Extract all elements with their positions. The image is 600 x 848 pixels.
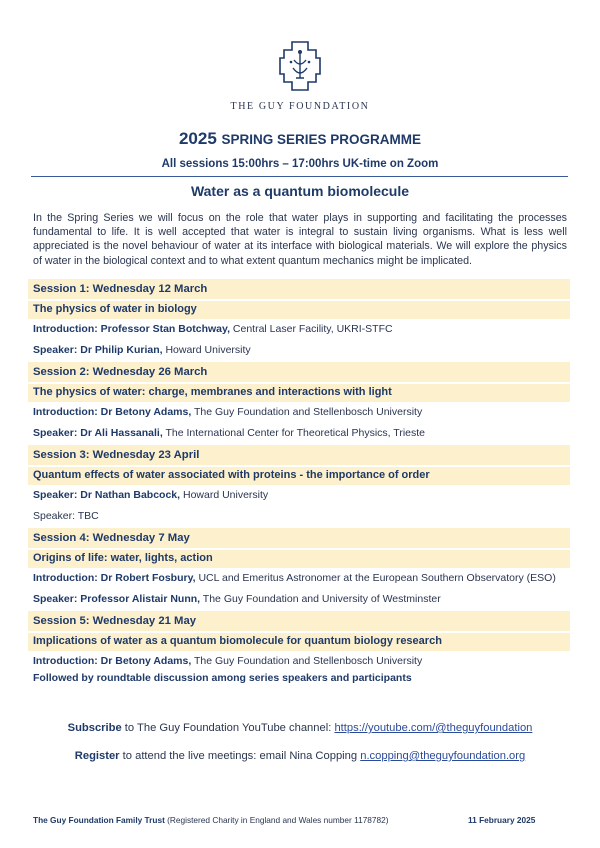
session-intro-line: Introduction: Dr Betony Adams, The Guy Foundation and Stellenbosch University	[33, 406, 423, 418]
footer-charity: The Guy Foundation Family Trust (Registered Charity in England and Wales number 1178782)	[33, 815, 389, 825]
session-heading: Session 3: Wednesday 23 April	[28, 445, 570, 465]
session-times: All sessions 15:00hrs – 17:00hrs UK-time on Zoom	[161, 158, 439, 170]
title-text: SPRING SERIES PROGRAMME	[221, 132, 422, 147]
session-speaker-line: Speaker: Professor Alistair Nunn, The Guy Foundation and University of Westminster	[33, 593, 441, 605]
register-label: Register	[74, 750, 120, 762]
session-speaker-line: Speaker: TBC	[33, 510, 99, 522]
session-4	[28, 528, 570, 608]
session-topic: The physics of water in biology	[28, 301, 570, 319]
roundtable-line: Followed by roundtable discussion among series speakers and participants	[33, 672, 412, 684]
session-speaker-line: Speaker: Dr Nathan Babcock, Howard University	[33, 489, 269, 501]
session-intro-line: Introduction: Dr Betony Adams, The Guy Foundation and Stellenbosch University	[33, 655, 423, 667]
subscribe-line: Subscribe to The Guy Foundation YouTube channel: https://youtube.com/@theguyfoundation	[67, 722, 533, 734]
session-heading: Session 4: Wednesday 7 May	[28, 528, 570, 548]
email-link[interactable]: n.copping@theguyfoundation.org	[360, 750, 526, 762]
session-heading: Session 1: Wednesday 12 March	[28, 279, 570, 299]
youtube-link[interactable]: https://youtube.com/@theguyfoundation	[334, 722, 533, 734]
divider	[31, 176, 568, 177]
intro-paragraph: In the Spring Series we will focus on the role that water plays in supporting and facilitating the processes fundamental to life. It is well accepted that water is integral to sustain living organisms. What is less well appreciated is the novel behaviour of water at its interface with biological materials. We will explore the physics of water in the biological context and to what extent quantum mechanics might be implicated.	[33, 212, 567, 267]
session-intro-line: Introduction: Professor Stan Botchway, Central Laser Facility, UKRI-STFC	[33, 323, 393, 335]
session-topic: Implications of water as a quantum biomolecule for quantum biology research	[28, 633, 570, 651]
session-topic: Origins of life: water, lights, action	[28, 550, 570, 568]
footer-date: 11 February 2025	[468, 815, 536, 825]
session-heading: Session 2: Wednesday 26 March	[28, 362, 570, 382]
session-speaker-line: Speaker: Dr Philip Kurian, Howard University	[33, 344, 251, 356]
session-speaker-line: Speaker: Dr Ali Hassanali, The International Center for Theoretical Physics, Trieste	[33, 427, 426, 439]
guy-foundation-logo	[276, 38, 324, 94]
title-year: 2025	[178, 129, 217, 148]
session-topic: Quantum effects of water associated with proteins - the importance of order	[28, 467, 570, 485]
organisation-name: THE GUY FOUNDATION	[230, 101, 370, 112]
session-3	[28, 445, 570, 525]
session-heading: Session 5: Wednesday 21 May	[28, 611, 570, 631]
session-2	[28, 362, 570, 442]
subscribe-label: Subscribe	[67, 722, 122, 734]
trust-name: The Guy Foundation Family Trust	[33, 815, 165, 825]
session-5	[28, 611, 570, 687]
session-1	[28, 279, 570, 359]
session-topic: The physics of water: charge, membranes and interactions with light	[28, 384, 570, 402]
session-intro-line: Introduction: Dr Robert Fosbury, UCL and Emeritus Astronomer at the European Southern Observatory (ESO)	[33, 572, 556, 584]
register-line: Register to attend the live meetings: email Nina Copping n.copping@theguyfoundation.org	[74, 750, 526, 762]
series-theme: Water as a quantum biomolecule	[190, 183, 410, 199]
page-title	[0, 129, 600, 149]
